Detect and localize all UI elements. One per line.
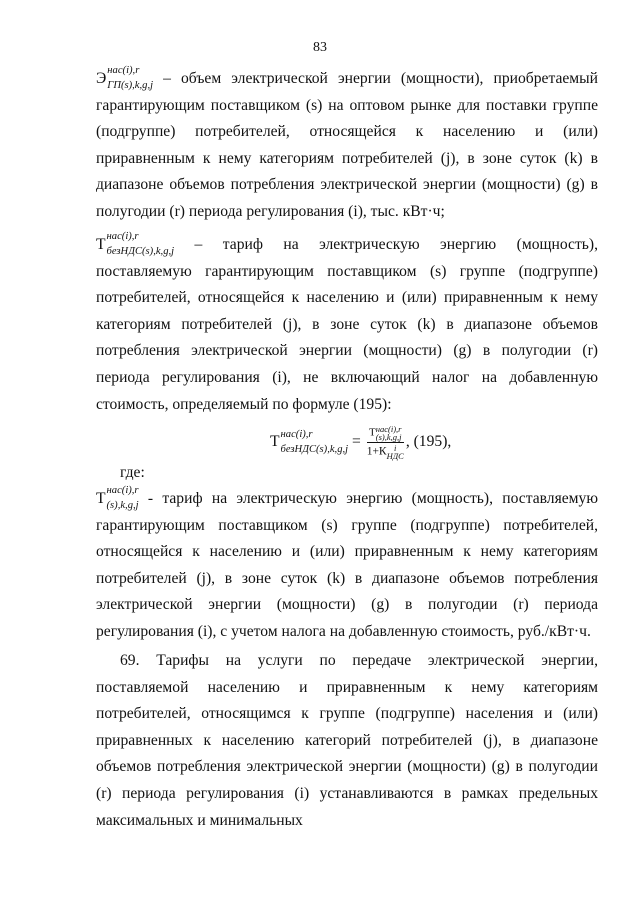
symbol-base: Э (96, 70, 107, 87)
formula-fraction (367, 425, 404, 460)
formula-denominator (367, 443, 404, 460)
symbol-base: Т (96, 236, 106, 253)
symbol-sup: нас(i),r (106, 485, 139, 497)
formula-lhs (270, 428, 349, 455)
symbol-sub: безНДС(s),k,g,j (280, 443, 349, 455)
symbol-sup: i (394, 443, 397, 453)
definition-energy-volume (96, 66, 598, 226)
symbol-sub: безНДС(s),k,g,j (106, 246, 175, 258)
page-number: 83 (313, 40, 327, 55)
definition-tariff-with-vat (96, 486, 598, 646)
denominator-prefix: 1+К (366, 445, 387, 458)
where-label: где: (120, 464, 145, 481)
symbol-sub: НДС (386, 451, 404, 461)
symbol-t-bez-nds (96, 231, 175, 258)
definition-text: - тариф на электрическую энергию (мощность), поставляемую гарантирующим поставщиком (s) группе (подгруппе) потребителей, относящейся к населению и (или) приравненным к нему категориям потребителей (j), в зоне суток (k) в диапазоне объемов потребления электрической энергии (мощности) (g) в полугодии (r) периода регулирования (i), с учетом налога на добавленную стоимость, руб./кВт·ч. (96, 490, 598, 640)
definition-tariff-without-vat (96, 232, 598, 418)
symbol-sup: нас(i),r (375, 424, 402, 434)
symbol-base: Т (369, 426, 376, 439)
symbol-sub: (s),k,g,j (106, 500, 139, 512)
formula-label: , (195), (405, 433, 452, 451)
symbol-sup: нас(i),r (106, 231, 139, 243)
formula-numerator (367, 425, 404, 443)
paragraph-69 (96, 648, 598, 834)
formula-195 (270, 425, 451, 460)
symbol-e-gp (96, 65, 154, 92)
symbol-sup: нас(i),r (280, 428, 313, 440)
definition-text: – тариф на электрическую энергию (мощность), поставляемую гарантирующим поставщиком (s) группе (подгруппе) потребителей, относящейся к населению и (или) приравненным к нему категориям потребителей (j), в зоне суток (k) в диапазоне объемов потребления электрической энергии (мощности) (g) в полугодии (r) периода регулирования (i), не включающий налог на добавленную стоимость, определяемый по формуле (195): (96, 236, 598, 413)
symbol-sub: ГП(s),k,g,j (107, 80, 154, 92)
formula-equals: = (351, 433, 361, 451)
symbol-sub: (s),k,g,j (375, 432, 402, 442)
definition-text: – объем электрической энергии (мощности), приобретаемый гарантирующим поставщиком (s) на оптовом рынке для поставки группе (подгруппе) потребителей, относящейся к населению и (или) приравненным к нему категориям потребителей (j), в зоне суток (k) в диапазоне объемов потребления электрической энергии (мощности) (g) в полугодии (r) периода регулирования (i), тыс. кВт·ч; (96, 70, 598, 220)
symbol-t-s (96, 485, 139, 512)
paragraph-number: 69. (120, 652, 140, 669)
symbol-base: Т (96, 490, 106, 507)
symbol-base: Т (270, 433, 280, 451)
symbol-sup: нас(i),r (107, 65, 140, 77)
paragraph-text: Тарифы на услуги по передаче электрической энергии, поставляемой населению и приравненным к нему категориям потребителей, относящимся к группе (подгруппе) населения и (или) приравненных к населению категорий потребителей (j), в диапазоне объемов потребления электрической энергии (мощности) (g) в полугодии (r) периода регулирования (i) устанавливаются в рамках предельных максимальных и минимальных (96, 652, 598, 829)
